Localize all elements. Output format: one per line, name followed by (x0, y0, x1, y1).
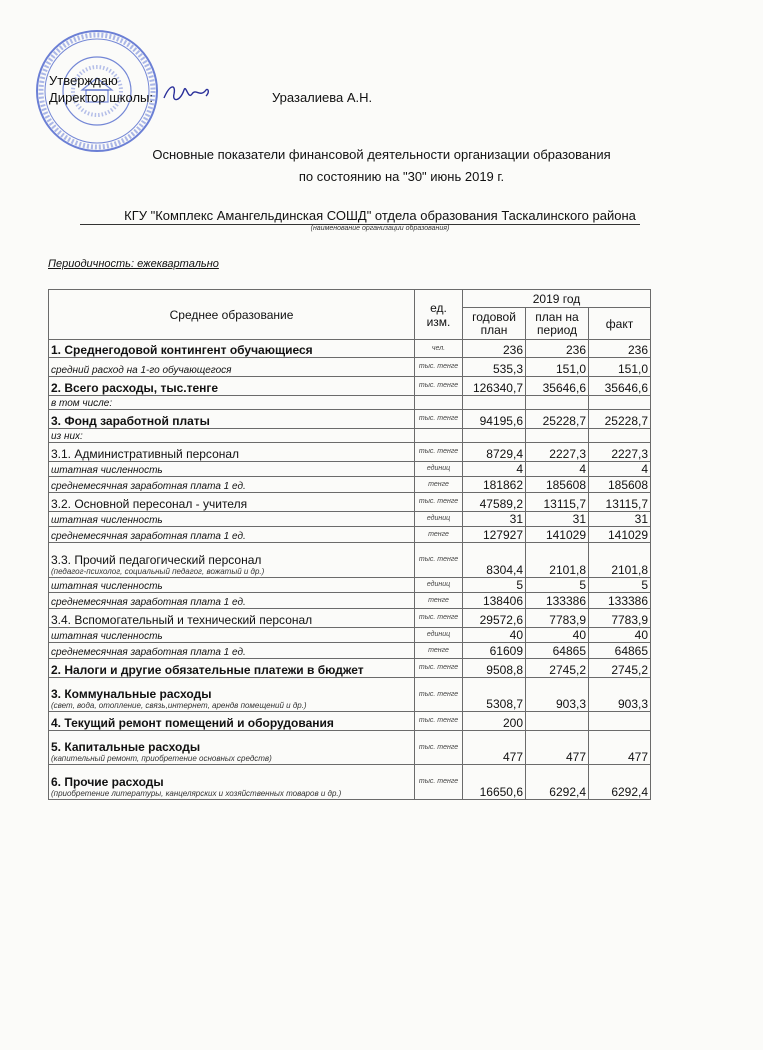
row-unit: тыс. тенге (415, 358, 463, 377)
table-row (49, 493, 651, 512)
approval-block (49, 72, 153, 106)
row-label (49, 493, 415, 512)
row-label (49, 377, 415, 396)
organization-name: КГУ "Комплекс Амангельдинская СОШД" отдела образования Таскалинского района (124, 208, 636, 223)
table-row (49, 429, 651, 443)
row-label-text: штатная численность (51, 515, 163, 526)
row-value-fact: 64865 (589, 643, 651, 659)
row-value-period: 4 (526, 462, 589, 477)
director-label: Директор школы: (49, 90, 153, 105)
row-value-fact: 141029 (589, 527, 651, 543)
row-value-fact: 477 (589, 731, 651, 765)
row-value-fact: 151,0 (589, 358, 651, 377)
row-value-plan: 40 (463, 628, 526, 643)
organization-caption: (наименование организации образования) (310, 225, 450, 232)
row-label-text: из них: (51, 431, 83, 442)
table-row (49, 643, 651, 659)
table-row (49, 340, 651, 358)
row-unit: тыс. тенге (415, 543, 463, 578)
row-unit: тенге (415, 477, 463, 493)
row-value-fact: 2101,8 (589, 543, 651, 578)
row-label-text: штатная численность (51, 581, 163, 592)
table-row (49, 578, 651, 593)
row-note: (приобретение литературы, канцелярских и хозяйственных товаров и др.) (51, 789, 342, 798)
row-label-text: среднемесячная заработная плата 1 ед. (51, 597, 246, 608)
row-value-plan: 29572,6 (463, 609, 526, 628)
row-unit: тыс. тенге (415, 443, 463, 462)
row-note: (педагог-психолог, социальный педагог, вожатый и др.) (51, 567, 265, 576)
row-value-plan: 94195,6 (463, 410, 526, 429)
row-label-text: средний расход на 1-го обучающегося (51, 365, 232, 376)
table-body (49, 340, 651, 800)
row-value-plan: 236 (463, 340, 526, 358)
row-label-text: в том числе: (51, 398, 113, 409)
row-note: (свет, вода, отопление, связь,интернет, арендв помещений и др.) (51, 701, 307, 710)
row-value-period: 2227,3 (526, 443, 589, 462)
row-value-period: 151,0 (526, 358, 589, 377)
document-date: по состоянию на "30" июнь 2019 г. (298, 169, 505, 184)
row-label (49, 593, 415, 609)
row-value-period (526, 429, 589, 443)
row-label-text: среднемесячная заработная плата 1 ед. (51, 481, 246, 492)
row-label-text: 3.2. Основной пересонал - учителя (51, 497, 248, 511)
director-name: Уразалиева А.Н. (272, 90, 373, 105)
row-label (49, 527, 415, 543)
row-unit: единиц (415, 578, 463, 593)
row-label-text: 1. Среднегодовой контингент обучающиеся (51, 343, 313, 357)
table-row (49, 443, 651, 462)
row-value-period: 477 (526, 731, 589, 765)
row-value-fact: 6292,4 (589, 765, 651, 800)
table-row (49, 593, 651, 609)
row-unit: тенге (415, 593, 463, 609)
table-row (49, 377, 651, 396)
row-value-period: 5 (526, 578, 589, 593)
row-label (49, 578, 415, 593)
row-value-plan: 61609 (463, 643, 526, 659)
row-label (49, 712, 415, 731)
row-value-period (526, 396, 589, 410)
row-unit: тыс. тенге (415, 609, 463, 628)
row-value-fact: 40 (589, 628, 651, 643)
row-value-plan (463, 429, 526, 443)
row-label-text: 3. Фонд заработной платы (51, 414, 210, 428)
row-label-text: 4. Текущий ремонт помещений и оборудования (51, 716, 334, 730)
table-row (49, 543, 651, 578)
row-unit (415, 429, 463, 443)
row-unit: тыс. тенге (415, 765, 463, 800)
periodicity: Периодичность: ежеквартально (48, 258, 219, 270)
table-row (49, 477, 651, 493)
row-label-text: 3. Коммунальные расходы (51, 687, 212, 701)
row-value-fact: 133386 (589, 593, 651, 609)
row-unit (415, 396, 463, 410)
table-row (49, 358, 651, 377)
row-value-fact: 13115,7 (589, 493, 651, 512)
row-unit: тыс. тенге (415, 659, 463, 678)
row-value-plan: 535,3 (463, 358, 526, 377)
row-value-plan: 127927 (463, 527, 526, 543)
row-value-fact (589, 396, 651, 410)
row-label (49, 609, 415, 628)
row-value-period (526, 712, 589, 731)
row-value-period: 133386 (526, 593, 589, 609)
header-annual-plan-line2: план (480, 322, 508, 337)
header-annual-plan-line1: годовой (472, 309, 516, 324)
row-label (49, 643, 415, 659)
row-value-fact: 2745,2 (589, 659, 651, 678)
header-period-plan (526, 308, 589, 340)
row-label (49, 659, 415, 678)
row-value-period: 2745,2 (526, 659, 589, 678)
row-label-text: 2. Налоги и другие обязательные платежи в бюджет (51, 663, 364, 677)
row-unit: тыс. тенге (415, 377, 463, 396)
row-label-text: 3.1. Административный персонал (51, 447, 240, 461)
header-year: 2019 год (463, 290, 651, 308)
table-row (49, 628, 651, 643)
row-label-text: штатная численность (51, 631, 163, 642)
row-label (49, 628, 415, 643)
row-value-fact (589, 712, 651, 731)
director-signature (162, 80, 212, 106)
row-value-period: 6292,4 (526, 765, 589, 800)
table-row (49, 410, 651, 429)
table-row (49, 731, 651, 765)
header-fact: факт (589, 308, 651, 340)
row-label-text: 3.3. Прочий педагогический персонал (51, 553, 262, 567)
row-value-plan: 126340,7 (463, 377, 526, 396)
row-value-fact: 35646,6 (589, 377, 651, 396)
row-value-fact: 2227,3 (589, 443, 651, 462)
row-label-text: 6. Прочие расходы (51, 775, 164, 789)
table-row (49, 609, 651, 628)
row-label-text: 5. Капитальные расходы (51, 740, 201, 754)
row-value-plan: 181862 (463, 477, 526, 493)
row-value-plan: 5308,7 (463, 678, 526, 712)
row-label-text: штатная численность (51, 465, 163, 476)
table-row (49, 527, 651, 543)
row-label (49, 731, 415, 765)
row-unit: тыс. тенге (415, 678, 463, 712)
row-value-plan: 8304,4 (463, 543, 526, 578)
row-value-fact: 185608 (589, 477, 651, 493)
row-value-period: 7783,9 (526, 609, 589, 628)
row-label-text: среднемесячная заработная плата 1 ед. (51, 531, 246, 542)
row-value-fact: 5 (589, 578, 651, 593)
row-value-plan: 47589,2 (463, 493, 526, 512)
row-label (49, 765, 415, 800)
row-unit: тыс. тенге (415, 731, 463, 765)
header-period-plan-line2: период (537, 322, 577, 337)
row-value-plan: 5 (463, 578, 526, 593)
row-label (49, 429, 415, 443)
row-value-fact: 4 (589, 462, 651, 477)
row-value-period: 903,3 (526, 678, 589, 712)
row-label (49, 443, 415, 462)
row-label (49, 477, 415, 493)
row-label-text: 3.4. Вспомогательный и технический персонал (51, 613, 313, 627)
row-value-period: 31 (526, 512, 589, 527)
row-unit: единиц (415, 628, 463, 643)
row-unit: единиц (415, 512, 463, 527)
row-unit: тыс. тенге (415, 712, 463, 731)
row-unit: тыс. тенге (415, 493, 463, 512)
row-value-period: 236 (526, 340, 589, 358)
row-value-plan: 138406 (463, 593, 526, 609)
row-value-fact (589, 429, 651, 443)
row-label-text: среднемесячная заработная плата 1 ед. (51, 647, 246, 658)
table-row (49, 512, 651, 527)
row-value-plan: 477 (463, 731, 526, 765)
row-value-fact: 31 (589, 512, 651, 527)
row-unit: чел. (415, 340, 463, 358)
table-row (49, 462, 651, 477)
row-value-plan (463, 396, 526, 410)
row-value-fact: 25228,7 (589, 410, 651, 429)
row-value-fact: 7783,9 (589, 609, 651, 628)
row-value-period: 40 (526, 628, 589, 643)
row-value-plan: 8729,4 (463, 443, 526, 462)
row-label (49, 512, 415, 527)
financial-indicators-table (48, 289, 651, 800)
row-label (49, 396, 415, 410)
header-period-plan-line1: план на (535, 309, 579, 324)
row-label (49, 410, 415, 429)
row-label (49, 340, 415, 358)
row-value-period: 64865 (526, 643, 589, 659)
row-value-period: 185608 (526, 477, 589, 493)
table-row (49, 659, 651, 678)
row-value-plan: 9508,8 (463, 659, 526, 678)
row-label-text: 2. Всего расходы, тыс.тенге (51, 381, 219, 395)
row-value-fact: 903,3 (589, 678, 651, 712)
table-row (49, 678, 651, 712)
row-value-plan: 16650,6 (463, 765, 526, 800)
row-value-period: 13115,7 (526, 493, 589, 512)
table-row (49, 765, 651, 800)
table-row (49, 396, 651, 410)
row-value-plan: 4 (463, 462, 526, 477)
row-value-plan: 31 (463, 512, 526, 527)
header-annual-plan (463, 308, 526, 340)
approve-label: Утверждаю (49, 73, 118, 88)
row-unit: тенге (415, 527, 463, 543)
row-value-period: 141029 (526, 527, 589, 543)
row-unit: тенге (415, 643, 463, 659)
row-label (49, 462, 415, 477)
row-value-fact: 236 (589, 340, 651, 358)
row-note: (капительный ремонт, приобретение основных средств) (51, 754, 272, 763)
row-value-period: 25228,7 (526, 410, 589, 429)
row-label (49, 543, 415, 578)
row-label (49, 678, 415, 712)
row-label (49, 358, 415, 377)
row-value-period: 35646,6 (526, 377, 589, 396)
row-unit: тыс. тенге (415, 410, 463, 429)
table-row (49, 712, 651, 731)
header-unit: ед. изм. (415, 290, 463, 340)
header-name: Среднее образование (49, 290, 415, 340)
row-value-period: 2101,8 (526, 543, 589, 578)
row-value-plan: 200 (463, 712, 526, 731)
row-unit: единиц (415, 462, 463, 477)
document-title: Основные показатели финансовой деятельности организации образования (152, 147, 611, 162)
